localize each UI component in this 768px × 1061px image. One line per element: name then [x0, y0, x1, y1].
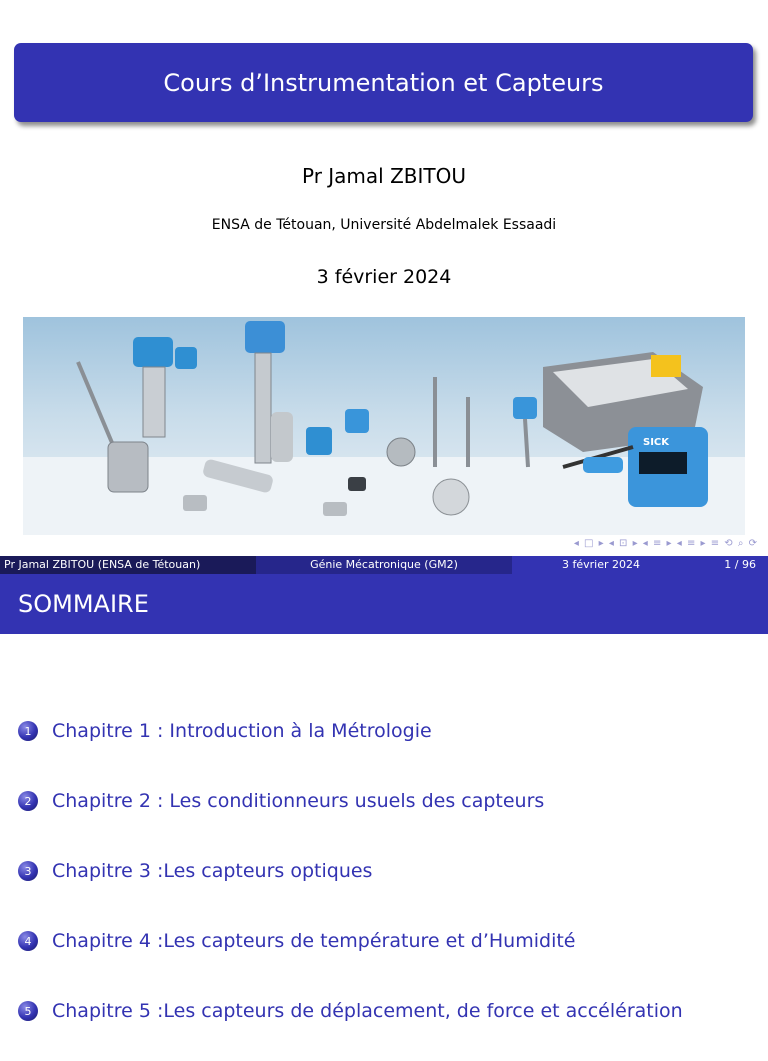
footer-title — [256, 556, 512, 574]
toc-item[interactable] — [18, 921, 758, 991]
table-of-contents — [18, 711, 758, 1061]
institute: ENSA de Tétouan, Université Abdelmalek Essaadi — [211, 217, 557, 233]
toc-number-bullet: 3 — [18, 861, 38, 881]
toc-number-bullet: 2 — [18, 791, 38, 811]
toc-item[interactable] — [18, 781, 758, 851]
toc-item-label[interactable]: Chapitre 1 : Introduction à la Métrologie — [52, 720, 432, 742]
footer-title-text: Génie Mécatronique (GM2) — [310, 558, 458, 571]
footer-author-text: Pr Jamal ZBITOU (ENSA de Tétouan) — [4, 558, 201, 571]
toc-item-label[interactable]: Chapitre 3 :Les capteurs optiques — [52, 860, 373, 882]
slide-title-box — [14, 43, 753, 122]
beamer-footer — [0, 556, 768, 574]
toc-item-label[interactable]: Chapitre 2 : Les conditionneurs usuels des capteurs — [52, 790, 545, 812]
toc-item-label[interactable]: Chapitre 5 :Les capteurs de déplacement, de force et accélération — [52, 1000, 683, 1022]
sensors-photo — [23, 317, 745, 535]
slide-title: Cours d’Instrumentation et Capteurs — [163, 68, 604, 97]
footer-author — [0, 556, 256, 574]
toc-item[interactable] — [18, 991, 758, 1061]
sensors-illustration — [23, 317, 745, 535]
brand-label: SICK — [643, 437, 670, 448]
beamer-navigation-icons[interactable]: ◂ □ ▸ ◂ ⊡ ▸ ◂ ≡ ▸ ◂ ≡ ▸ ≡ ⟲ ⌕ ⟳ — [573, 538, 758, 549]
toc-item-label[interactable]: Chapitre 4 :Les capteurs de température et d’Humidité — [52, 930, 576, 952]
frame-title: SOMMAIRE — [0, 574, 768, 634]
footer-date-page — [512, 556, 768, 574]
footer-date: 3 février 2024 — [562, 558, 641, 571]
presentation-date: 3 février 2024 — [316, 266, 452, 288]
author-name: Pr Jamal ZBITOU — [301, 164, 466, 188]
toc-number-bullet: 1 — [18, 721, 38, 741]
toc-slide — [0, 574, 768, 1024]
toc-number-bullet: 4 — [18, 931, 38, 951]
toc-item[interactable] — [18, 851, 758, 921]
toc-number-bullet: 5 — [18, 1001, 38, 1021]
toc-item[interactable] — [18, 711, 758, 781]
footer-page-number: 1 / 96 — [724, 558, 756, 571]
